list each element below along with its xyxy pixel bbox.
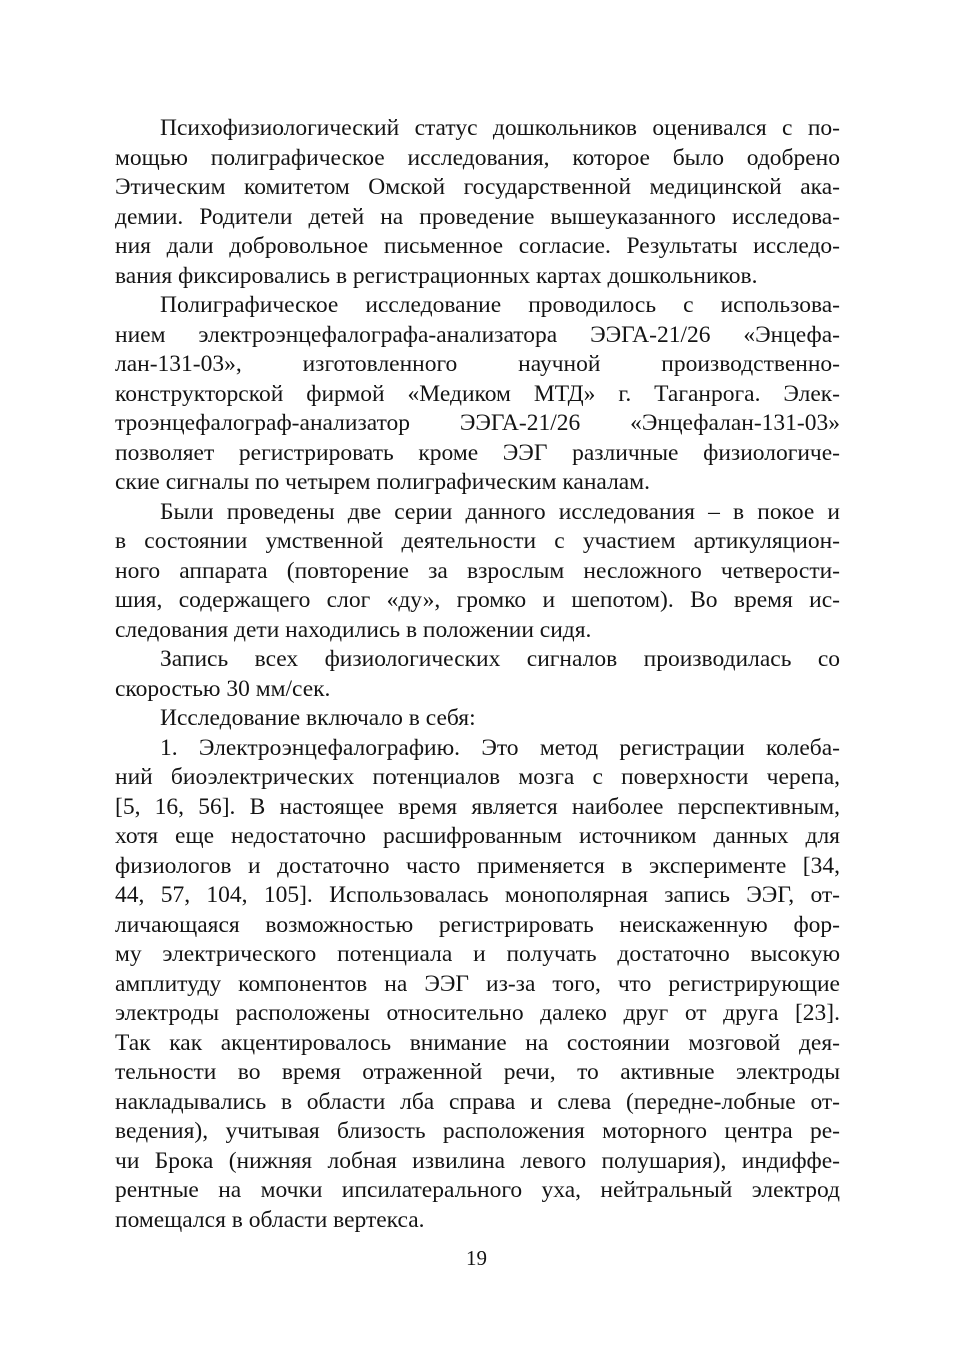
text-line: 1. Электроэнцефалографию. Это метод регистрации колеба- bbox=[160, 734, 840, 761]
paragraph bbox=[115, 114, 840, 291]
text-line: му электрического потенциала и получать достаточно высокую bbox=[115, 941, 840, 967]
page-number: 19 bbox=[466, 1246, 487, 1270]
text-line: Полиграфическое исследование проводилось с использова- bbox=[160, 292, 840, 318]
text-line: тельности во время отраженной речи, то активные электроды bbox=[115, 1059, 840, 1085]
text-line: электроды расположены относительно далеко друг от друга [23]. bbox=[115, 1000, 840, 1026]
text-line: мощью полиграфическое исследования, которое было одобрено bbox=[115, 144, 840, 171]
text-line: амплитуду компонентов на ЭЭГ из-за того, что регистрирующие bbox=[115, 970, 840, 997]
text-line: демии. Родители детей на проведение вышеуказанного исследова- bbox=[115, 203, 840, 230]
body-text bbox=[115, 114, 840, 1235]
text-line: позволяет регистрировать кроме ЭЭГ различные физиологиче- bbox=[115, 439, 840, 466]
text-line: Исследование включало в себя: bbox=[160, 705, 476, 731]
text-line: накладывались в области лба справа и слева (передне-лобные от- bbox=[115, 1088, 840, 1115]
text-line: лан-131-03», изготовленного научной производственно- bbox=[115, 351, 840, 377]
text-line: 44, 57, 104, 105]. Использовалась монополярная запись ЭЭГ, от- bbox=[115, 882, 840, 908]
text-line: [5, 16, 56]. В настоящее время является наиболее перспективным, bbox=[115, 793, 840, 820]
text-line: следования дети находились в положении сидя. bbox=[115, 616, 592, 643]
paragraph bbox=[115, 704, 840, 734]
paragraph bbox=[115, 734, 840, 1236]
text-line: ведения), учитывая близость расположения моторного центра ре- bbox=[115, 1118, 840, 1144]
paragraph bbox=[115, 645, 840, 704]
text-line: личающаяся возможностью регистрировать неискаженную фор- bbox=[115, 911, 840, 938]
text-line: Психофизиологический статус дошкольников оценивался с по- bbox=[160, 115, 840, 141]
text-line: ний биоэлектрических потенциалов мозга с поверхности черепа, bbox=[115, 764, 840, 790]
text-line: вания фиксировались в регистрационных картах дошкольников. bbox=[115, 262, 758, 289]
text-line: рентные на мочки ипсилатерального уха, нейтральный электрод bbox=[115, 1177, 840, 1203]
text-line: в состоянии умственной деятельности с участием артикуляцион- bbox=[115, 528, 840, 554]
text-line: Этическим комитетом Омской государственной медицинской ака- bbox=[115, 174, 840, 200]
text-line: ские сигналы по четырем полиграфическим каналам. bbox=[115, 469, 650, 495]
text-line: помещался в области вертекса. bbox=[115, 1206, 425, 1233]
text-line: чи Брока (нижняя лобная извилина левого полушария), индиффе- bbox=[115, 1147, 840, 1174]
text-line: хотя еще недостаточно расшифрованным источником данных для bbox=[115, 823, 840, 849]
text-line: ния дали добровольное письменное согласие. Результаты исследо- bbox=[115, 233, 840, 259]
text-line: нием электроэнцефалографа-анализатора ЭЭГА-21/26 «Энцефа- bbox=[115, 321, 840, 348]
paragraph bbox=[115, 498, 840, 646]
text-line: Запись всех физиологических сигналов производилась со bbox=[160, 646, 840, 672]
text-line: Так как акцентировалось внимание на состоянии мозговой дея- bbox=[115, 1029, 840, 1056]
text-line: конструкторской фирмой «Медиком МТД» г. Таганрога. Элек- bbox=[115, 380, 840, 407]
paragraph bbox=[115, 291, 840, 498]
text-line: физиологов и достаточно часто применяется в эксперименте [34, bbox=[115, 852, 840, 879]
text-line: шия, содержащего слог «ду», громко и шепотом). Во время ис- bbox=[115, 587, 840, 613]
text-line: ного аппарата (повторение за взрослым несложного четверости- bbox=[115, 557, 840, 584]
text-line: Были проведены две серии данного исследования – в покое и bbox=[160, 498, 840, 525]
text-line: скоростью 30 мм/сек. bbox=[115, 675, 331, 702]
text-line: троэнцефалограф-анализатор ЭЭГА-21/26 «Энцефалан-131-03» bbox=[115, 410, 840, 436]
